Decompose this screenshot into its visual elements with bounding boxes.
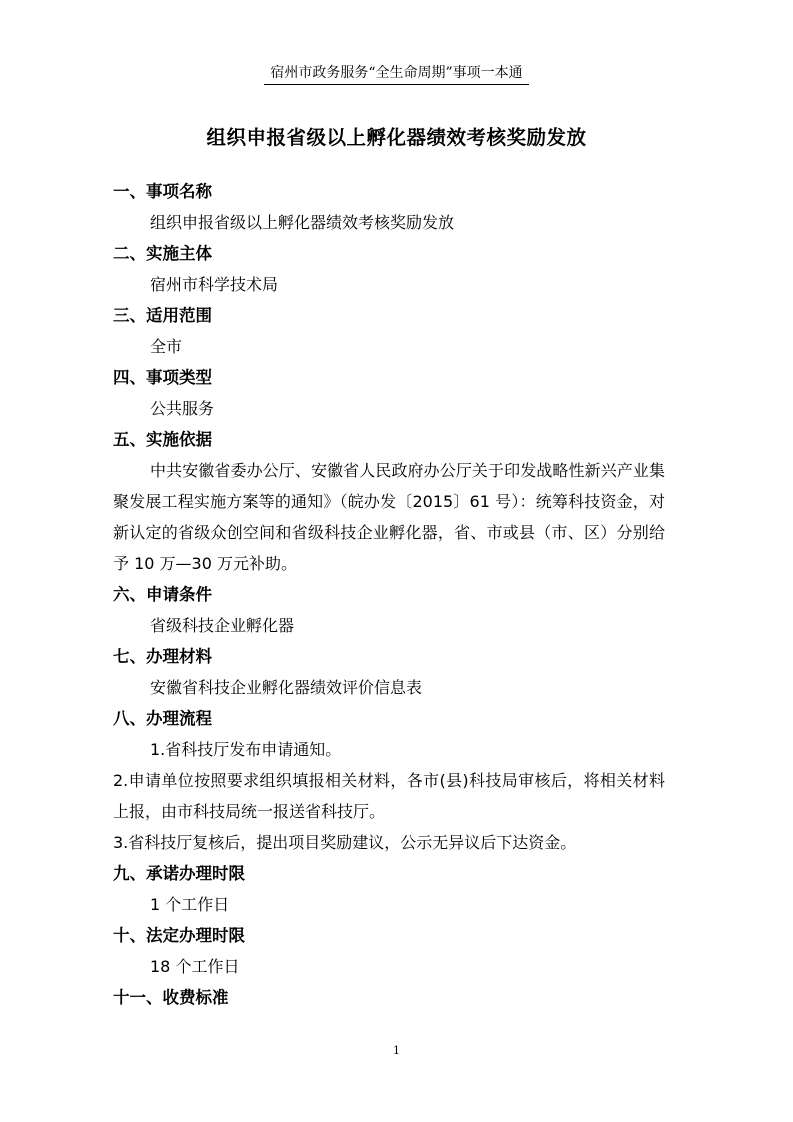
section-heading: 十、法定办理时限 [113,926,245,945]
section-heading: 一、事项名称 [113,182,212,201]
section-paragraph: 中共安徽省委办公厅、安徽省人民政府办公厅关于印发战略性新兴产业集聚发展工程实施方案等的通知》（皖办发〔2015〕61 号）：统筹科技资金，对新认定的省级众创空间和省级科技企业孵化器，省、市或县（市、区）分别给予 10 万—30 万元补助。 [113,461,665,573]
section-paragraph: 安徽省科技企业孵化器绩效评价信息表 [150,678,423,697]
running-header-text: 宿州市政务服务“全生命周期”事项一本通 [264,62,528,85]
document-body [113,176,665,1013]
section-paragraph: 2.申请单位按照要求组织填报相关材料，各市(县)科技局审核后，将相关材料上报，由市科技局统一报送省科技厅。 [113,771,665,821]
page-number: 1 [393,1044,400,1057]
section-paragraph: 1 个工作日 [150,895,230,914]
section-heading: 六、申请条件 [113,585,212,604]
section-paragraph: 公共服务 [150,399,215,418]
running-header [0,62,793,85]
section-heading: 九、承诺办理时限 [113,864,245,883]
section-paragraph: 1.省科技厅发布申请通知。 [150,740,342,759]
section-paragraph: 省级科技企业孵化器 [150,616,295,635]
section-paragraph: 组织申报省级以上孵化器绩效考核奖励发放 [150,213,455,232]
section-heading: 四、事项类型 [113,368,212,387]
section-heading: 五、实施依据 [113,430,212,449]
document-title: 组织申报省级以上孵化器绩效考核奖励发放 [206,126,587,149]
section-paragraph: 宿州市科学技术局 [150,275,279,294]
section-heading: 二、实施主体 [113,244,212,263]
section-heading: 十一、收费标准 [113,988,229,1007]
section-paragraph: 全市 [150,337,183,356]
section-paragraph: 3.省科技厅复核后，提出项目奖励建议，公示无异议后下达资金。 [113,833,577,852]
section-heading: 八、办理流程 [113,709,212,728]
section-heading: 七、办理材料 [113,647,212,666]
section-paragraph: 18 个工作日 [150,957,240,976]
section-heading: 三、适用范围 [113,306,212,325]
